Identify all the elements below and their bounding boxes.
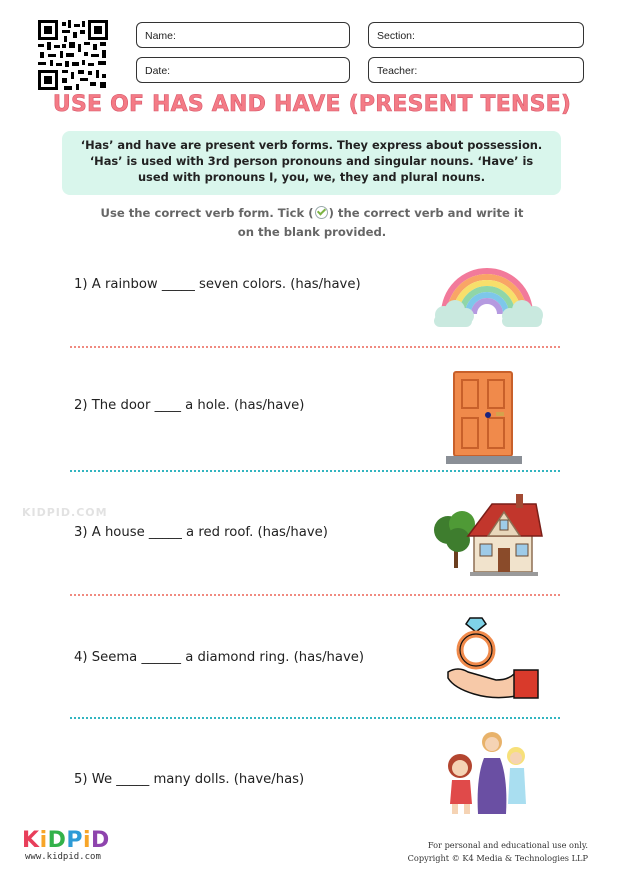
teacher-label: Teacher: [377, 65, 418, 77]
instructions-part-1: Use the correct verb form. Tick ( [100, 206, 314, 220]
date-label: Date: [145, 65, 171, 77]
separator-line [70, 346, 560, 348]
question-5: 5) We _____ many dolls. (have/has) [74, 772, 305, 787]
question-3: 3) A house _____ a red roof. (has/have) [74, 525, 328, 540]
date-field[interactable] [136, 57, 350, 83]
logo-letter: D [91, 828, 110, 853]
name-field[interactable] [136, 22, 350, 48]
name-label: Name: [145, 30, 176, 42]
page-title: USE OF HAS AND HAVE (PRESENT TENSE) [52, 92, 572, 117]
section-field[interactable] [368, 22, 584, 48]
separator-line [70, 717, 560, 719]
question-2: 2) The door ____ a hole. (has/have) [74, 398, 305, 413]
section-label: Section: [377, 30, 415, 42]
kidpid-logo [22, 828, 110, 853]
instructions-line-2: on the blank provided. [237, 225, 387, 239]
intro-box [62, 131, 561, 195]
question-1: 1) A rainbow _____ seven colors. (has/have) [74, 277, 361, 292]
intro-line-2: ‘Has’ is used with 3rd person pronouns and singular nouns. ‘Have’ is [89, 154, 534, 168]
door-image [444, 370, 524, 465]
site-url: www.kidpid.com [25, 852, 101, 862]
qr-code-image [38, 20, 108, 90]
ring-image [444, 614, 544, 704]
rainbow-image [428, 258, 546, 330]
copyright: Copyright © K4 Media & Technologies LLP [407, 853, 588, 863]
check-icon [315, 206, 328, 219]
logo-letter: P [66, 828, 83, 853]
dolls-image [440, 728, 540, 818]
instructions-part-2: ) the correct verb and write it [328, 206, 524, 220]
intro-line-1: ‘Has’ and have are present verb forms. They express about possession. [80, 138, 543, 152]
separator-line [70, 470, 560, 472]
usage-note: For personal and educational use only. [427, 840, 588, 850]
house-image [430, 486, 548, 581]
logo-letter: D [47, 828, 67, 853]
logo-letter: i [83, 828, 92, 853]
question-4: 4) Seema ______ a diamond ring. (has/have) [74, 650, 365, 665]
watermark: KIDPID.COM [22, 506, 108, 519]
footer-note [408, 839, 588, 865]
logo-letter: i [39, 828, 48, 853]
intro-line-3: used with pronouns I, you, we, they and plural nouns. [137, 170, 486, 184]
logo-letter: K [22, 828, 40, 853]
teacher-field[interactable] [368, 57, 584, 83]
separator-line [70, 594, 560, 596]
instructions [60, 204, 564, 242]
